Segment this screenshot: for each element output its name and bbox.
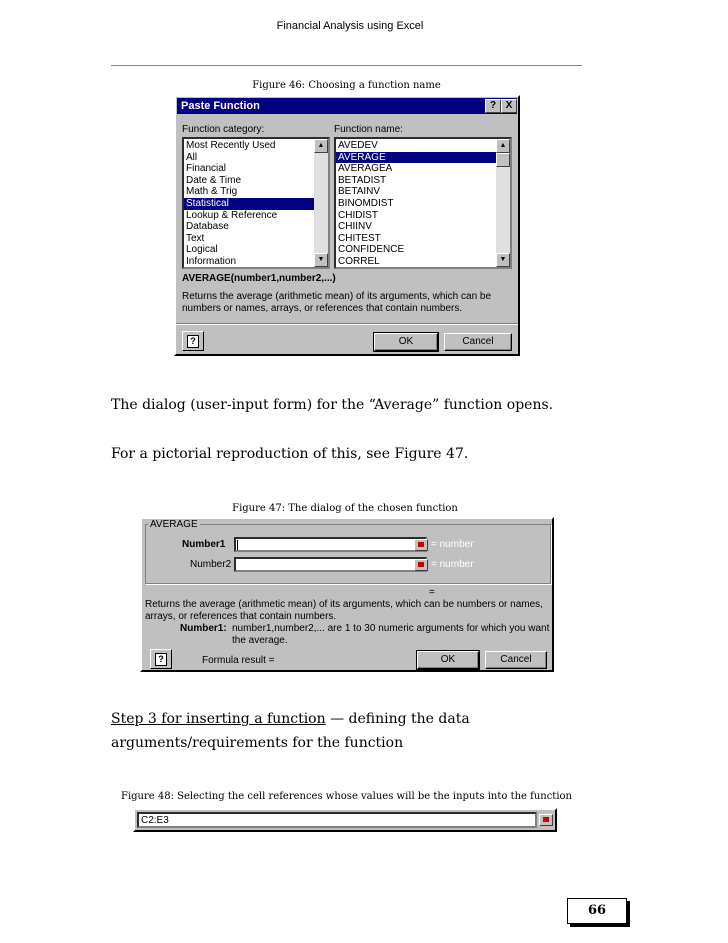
collapse-dialog-icon[interactable] <box>414 559 428 571</box>
function-arguments-dialog <box>140 517 554 672</box>
figure-46-caption: Figure 46: Choosing a function name <box>252 80 441 91</box>
help-button[interactable] <box>182 331 204 351</box>
group-label: AVERAGE <box>150 519 198 530</box>
category-scrollbar[interactable] <box>314 139 328 267</box>
number1-input[interactable] <box>234 537 427 552</box>
category-list-item[interactable]: Math & Trig <box>186 186 238 198</box>
function-list-item[interactable]: BINOMDIST <box>338 197 394 209</box>
function-category-list[interactable] <box>182 137 330 269</box>
ok-button[interactable]: OK <box>417 651 479 669</box>
figure-48-caption: Figure 48: Selecting the cell references whose values will be the inputs into the function <box>121 791 572 802</box>
function-name-label: Function name: <box>334 124 403 135</box>
function-list-item[interactable]: AVEDEV <box>338 140 378 151</box>
step3-heading-rest: — defining the data <box>325 711 470 727</box>
divider <box>176 323 518 325</box>
argument-help-label: Number1: <box>180 623 227 634</box>
scroll-up-icon[interactable]: ▲ <box>314 139 328 153</box>
function-list-item[interactable]: CONFIDENCE <box>338 244 405 256</box>
page-number: 66 <box>567 898 627 924</box>
category-list-item[interactable]: Statistical <box>184 198 328 210</box>
help-icon: ? <box>155 653 167 666</box>
number2-result: = number <box>431 559 474 570</box>
running-header: Financial Analysis using Excel <box>276 20 424 32</box>
function-list-item[interactable]: CHIINV <box>338 221 372 233</box>
step3-heading-line1 <box>111 711 470 727</box>
text-cursor <box>237 540 238 550</box>
function-description: Returns the average (arithmetic mean) of its arguments, which can be numbers or names, arrays, or references that contain numbers. <box>182 291 492 314</box>
ok-button[interactable]: OK <box>374 333 438 351</box>
scroll-thumb[interactable] <box>496 153 510 167</box>
header-rule <box>111 65 582 66</box>
function-category-label: Function category: <box>182 124 265 135</box>
category-list-item[interactable]: Information <box>186 255 237 267</box>
category-list-item[interactable]: Financial <box>186 163 227 175</box>
scroll-down-icon[interactable]: ▼ <box>314 253 328 267</box>
name-scrollbar[interactable] <box>496 139 510 267</box>
paste-function-dialog <box>174 95 520 356</box>
number2-input[interactable] <box>234 557 427 572</box>
number1-result: = number <box>431 539 474 550</box>
category-list-item[interactable]: Text <box>186 232 205 244</box>
figure-47-caption: Figure 47: The dialog of the chosen function <box>232 503 458 514</box>
dialog-title: Paste Function <box>181 100 260 112</box>
category-list-item[interactable]: Most Recently Used <box>186 140 276 151</box>
help-button[interactable] <box>150 649 172 669</box>
category-list-item[interactable]: Logical <box>186 244 218 256</box>
number2-label: Number2 <box>190 559 232 570</box>
category-list-item[interactable]: Lookup & Reference <box>186 209 278 221</box>
cancel-button[interactable]: Cancel <box>444 333 512 351</box>
function-list-item[interactable]: AVERAGEA <box>338 163 393 175</box>
cell-reference-input[interactable] <box>137 812 537 828</box>
function-list-item[interactable]: CHITEST <box>338 232 381 244</box>
help-icon: ? <box>187 335 199 348</box>
collapse-dialog-icon[interactable] <box>414 539 428 551</box>
category-list-item[interactable]: All <box>186 151 198 163</box>
function-list-item[interactable]: BETADIST <box>338 174 387 186</box>
category-list-item[interactable]: Database <box>186 221 229 233</box>
collapsed-argument-bar <box>133 808 557 832</box>
formula-result-label: Formula result = <box>202 655 275 666</box>
function-list-item[interactable]: BETAINV <box>338 186 381 198</box>
function-description: Returns the average (arithmetic mean) of its arguments, which can be numbers or names, arrays, or references that contain numbers. <box>145 599 543 622</box>
dialog-titlebar <box>177 98 517 114</box>
close-icon[interactable]: X <box>501 99 517 113</box>
help-title-button[interactable]: ? <box>485 99 501 113</box>
scroll-up-icon[interactable]: ▲ <box>496 139 510 153</box>
expand-dialog-icon[interactable] <box>539 814 553 826</box>
cancel-button[interactable]: Cancel <box>485 651 547 669</box>
function-result-equals: = <box>429 587 435 598</box>
number1-label: Number1 <box>182 539 226 550</box>
cell-reference-value: C2:E3 <box>141 815 169 826</box>
step3-heading-underlined: Step 3 for inserting a function <box>111 711 326 727</box>
category-list-item[interactable]: Date & Time <box>186 174 242 186</box>
function-list-item[interactable]: AVERAGE <box>336 152 510 164</box>
function-list-item[interactable]: CORREL <box>338 255 380 267</box>
paragraph-dialog-opens: The dialog (user-input form) for the “Average” function opens. <box>111 397 554 413</box>
function-list-item[interactable]: CHIDIST <box>338 209 378 221</box>
scroll-down-icon[interactable]: ▼ <box>496 253 510 267</box>
argument-help-text: number1,number2,... are 1 to 30 numeric arguments for which you want the average. <box>232 623 550 646</box>
arguments-group <box>145 524 551 584</box>
step3-heading-line2: arguments/requirements for the function <box>111 735 404 751</box>
function-name-list[interactable] <box>334 137 512 269</box>
paragraph-see-figure: For a pictorial reproduction of this, see Figure 47. <box>111 446 469 462</box>
function-signature: AVERAGE(number1,number2,...) <box>182 273 336 284</box>
